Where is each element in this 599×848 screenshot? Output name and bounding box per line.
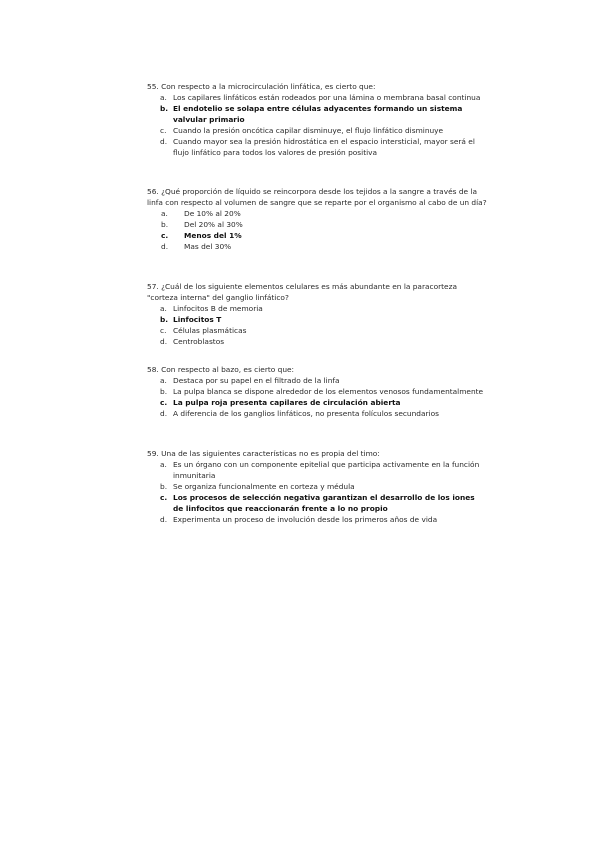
option-letter: d. — [160, 515, 168, 524]
option-d — [147, 408, 487, 419]
option-text: Menos del 1% — [184, 231, 242, 240]
question-text: 57. ¿Cuál de los siguiente elementos celulares es más abundante en la paracorteza "corteza interna" del ganglio linfático? — [147, 282, 458, 302]
option-text: Mas del 30% — [184, 242, 232, 251]
question-text: 58. Con respecto al bazo, es cierto que: — [147, 365, 295, 374]
options-list — [147, 208, 487, 252]
option-c — [147, 125, 487, 136]
option-text: Experimenta un proceso de involución desde los primeros años de vida — [173, 515, 438, 524]
option-letter: c. — [160, 398, 168, 407]
option-b — [147, 481, 487, 492]
option-letter: b. — [160, 104, 169, 113]
option-letter: d. — [160, 137, 168, 146]
option-a — [157, 208, 487, 219]
option-c — [147, 492, 487, 514]
option-text: Los procesos de selección negativa garantizan el desarrollo de los iones de linfocitos que reaccionarán frente a lo no propio — [173, 493, 475, 513]
option-letter: d. — [160, 409, 168, 418]
option-letter: c. — [161, 231, 169, 240]
option-a — [147, 375, 487, 386]
option-letter: c. — [160, 126, 167, 135]
options-list — [147, 459, 487, 525]
question-text: 59. Una de las siguientes características no es propia del timo: — [147, 449, 380, 458]
option-text: Es un órgano con un componente epitelial que participa activamente en la función inmunitaria — [173, 460, 480, 480]
option-c — [147, 325, 487, 336]
option-text: Células plasmáticas — [173, 326, 247, 335]
option-d — [147, 514, 487, 525]
option-a — [147, 303, 487, 314]
option-letter: d. — [161, 242, 169, 251]
option-text: A diferencia de los ganglios linfáticos, no presenta folículos secundarios — [173, 409, 439, 418]
option-letter: a. — [160, 304, 167, 313]
option-d — [157, 241, 487, 252]
options-list — [147, 303, 487, 347]
option-text: Destaca por su papel en el filtrado de la linfa — [173, 376, 340, 385]
question-58 — [147, 364, 487, 419]
question-57 — [147, 281, 487, 347]
options-list — [147, 375, 487, 419]
question-59 — [147, 448, 487, 525]
option-letter: c. — [160, 493, 168, 502]
question-text: 56. ¿Qué proporción de líquido se reincorpora desde los tejidos a la sangre a través de la linfa con respecto al volumen de sangre que se reparte por el organismo al cabo de un día? — [147, 187, 487, 207]
option-c — [157, 230, 487, 241]
question-text: 55. Con respecto a la microcirculación linfática, es cierto que: — [147, 82, 376, 91]
option-d — [147, 336, 487, 347]
option-text: Linfocitos T — [173, 315, 222, 324]
option-letter: a. — [160, 376, 167, 385]
option-text: Centroblastos — [173, 337, 225, 346]
option-text: Del 20% al 30% — [184, 220, 243, 229]
option-letter: a. — [160, 460, 167, 469]
option-b — [147, 386, 487, 397]
option-text: La pulpa roja presenta capilares de circulación abierta — [173, 398, 401, 407]
option-c — [147, 397, 487, 408]
option-b — [147, 314, 487, 325]
option-letter: c. — [160, 326, 167, 335]
option-letter: d. — [160, 337, 168, 346]
option-d — [147, 136, 487, 158]
option-text: De 10% al 20% — [184, 209, 241, 218]
option-letter: a. — [160, 93, 167, 102]
option-text: Los capilares linfáticos están rodeados por una lámina o membrana basal continua — [173, 93, 481, 102]
option-text: El endotelio se solapa entre células adyacentes formando un sistema valvular primario — [173, 104, 463, 124]
option-text: Cuando la presión oncótica capilar disminuye, el flujo linfático disminuye — [173, 126, 444, 135]
question-56 — [147, 186, 487, 252]
option-b — [147, 103, 487, 125]
question-55 — [147, 81, 487, 158]
option-text: Linfocitos B de memoria — [173, 304, 263, 313]
options-list — [147, 92, 487, 158]
option-text: La pulpa blanca se dispone alrededor de los elementos venosos fundamentalmente — [173, 387, 484, 396]
option-text: Cuando mayor sea la presión hidrostática en el espacio intersticial, mayor será el flujo linfático para todos los valores de presión positiva — [173, 137, 475, 157]
option-letter: b. — [160, 387, 168, 396]
option-a — [147, 459, 487, 481]
option-a — [147, 92, 487, 103]
option-letter: a. — [161, 209, 168, 218]
option-letter: b. — [160, 482, 168, 491]
option-b — [157, 219, 487, 230]
option-letter: b. — [160, 315, 169, 324]
option-letter: b. — [161, 220, 169, 229]
option-text: Se organiza funcionalmente en corteza y médula — [173, 482, 355, 491]
